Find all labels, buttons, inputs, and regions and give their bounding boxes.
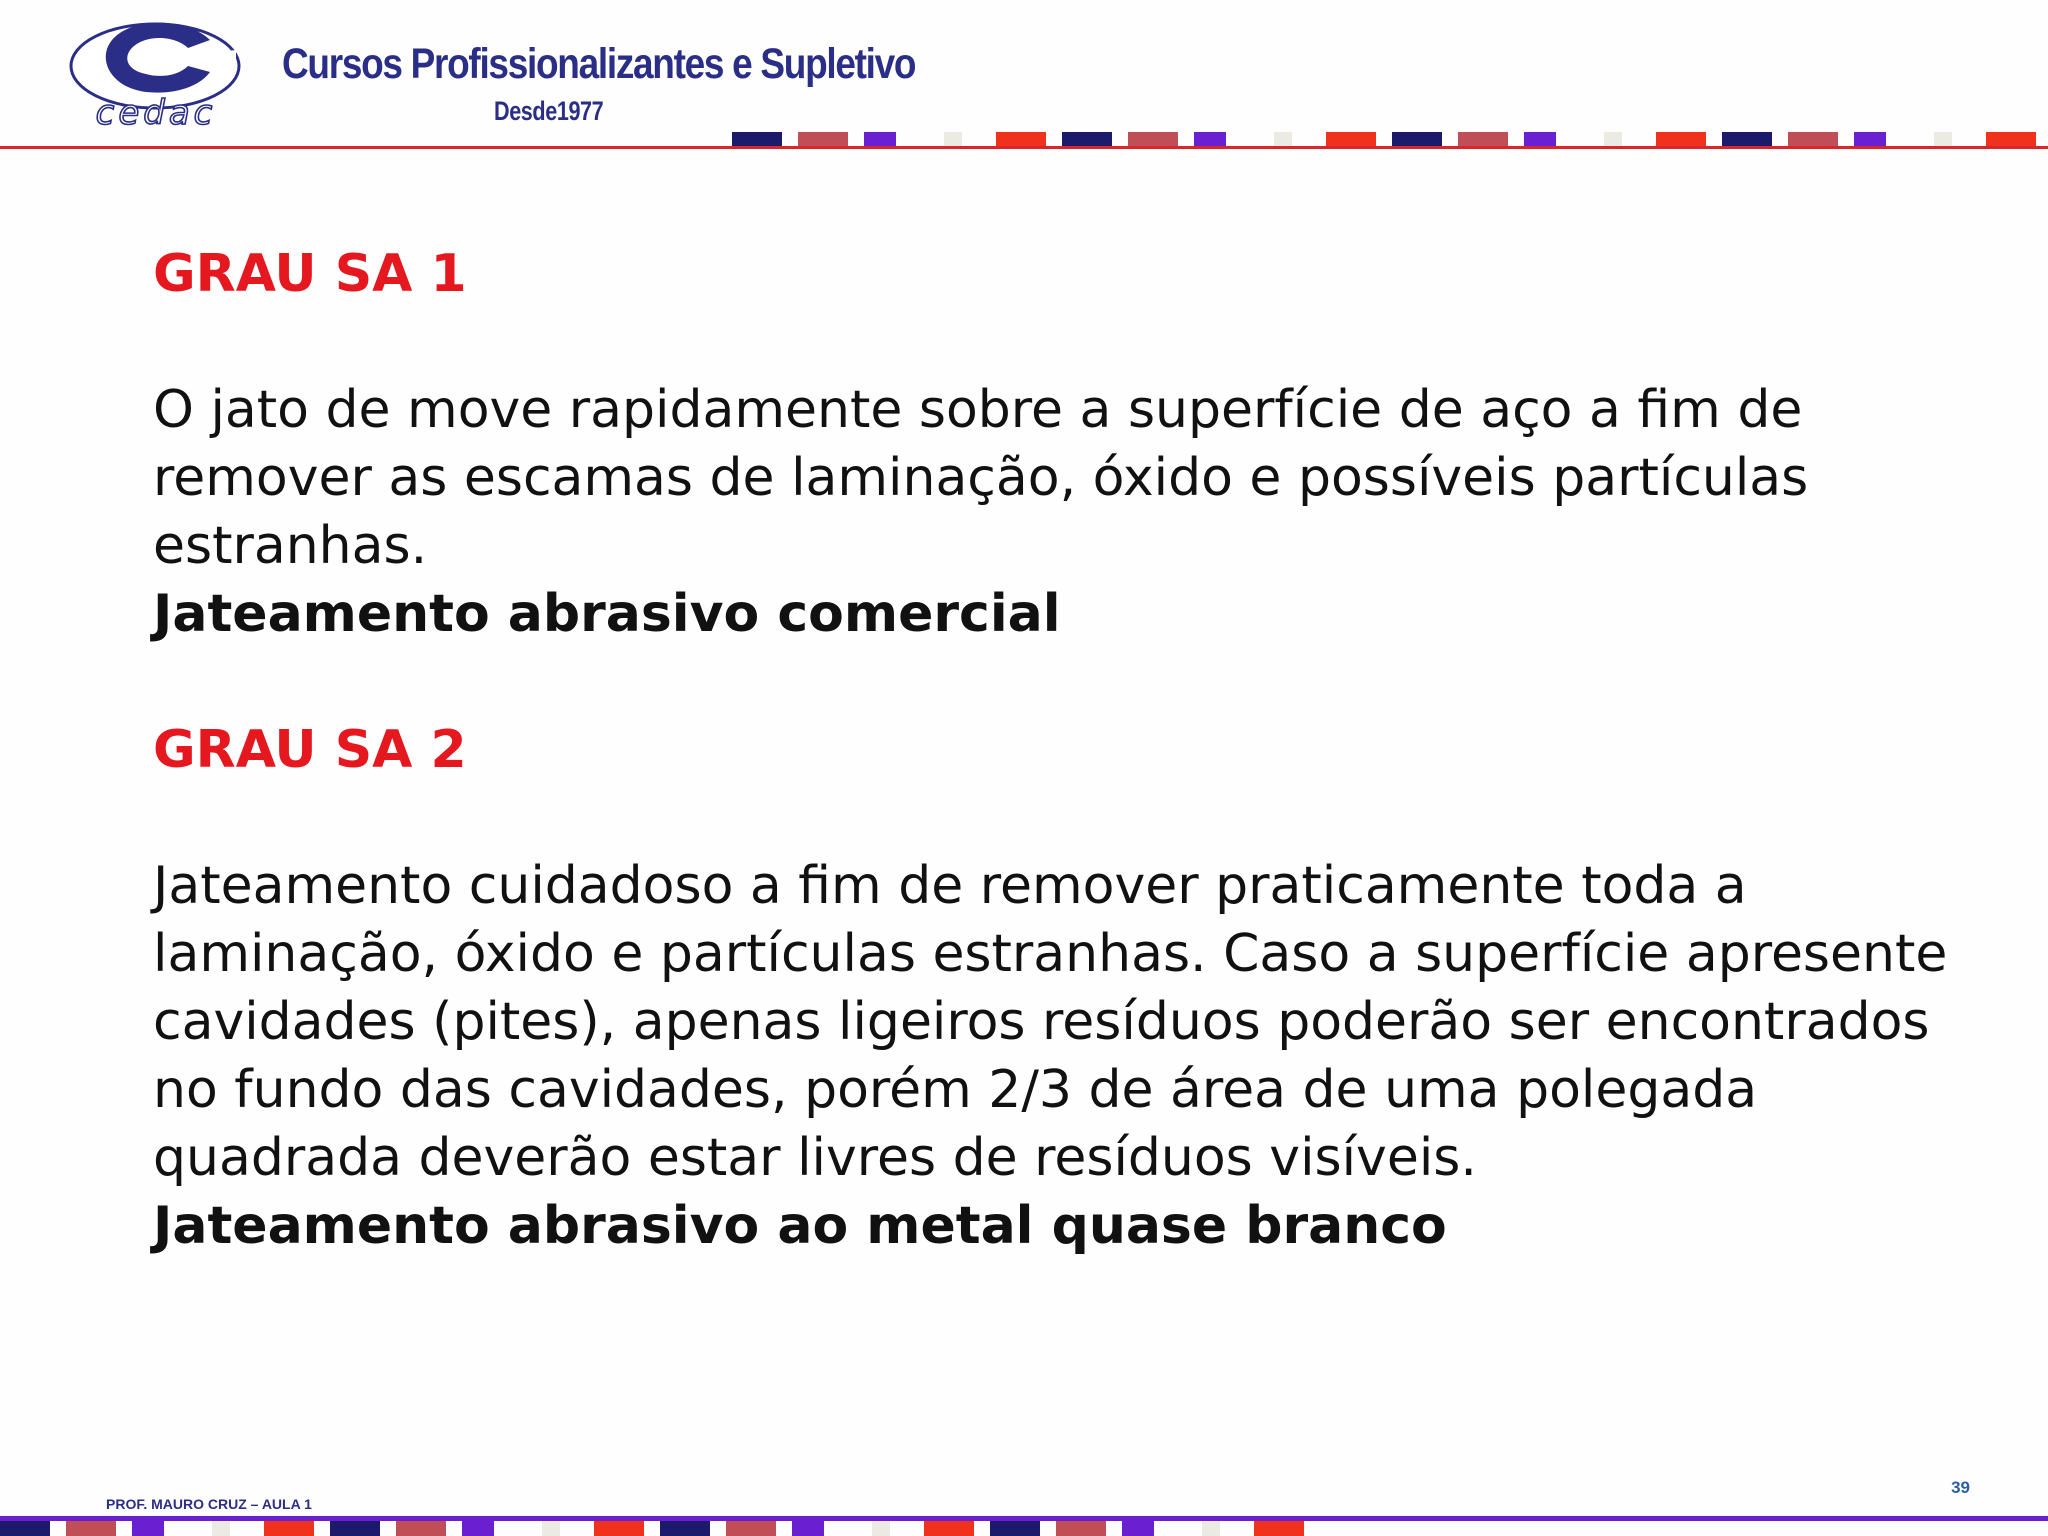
color-block — [594, 1521, 644, 1536]
color-block — [996, 132, 1046, 146]
color-block — [1722, 132, 1772, 146]
color-block — [1254, 1521, 1304, 1536]
cedac-logo — [60, 14, 250, 134]
color-block — [1934, 132, 1952, 146]
color-block — [132, 1521, 164, 1536]
body-line: no fundo das cavidades, porém 2/3 de área de uma polegada — [153, 1060, 1758, 1120]
section-subtitle: Jateamento abrasivo comercial — [153, 584, 1061, 644]
section-grau-sa-1 — [153, 240, 2003, 648]
color-block — [990, 1521, 1040, 1536]
brand-title: Cursos Profissionalizantes e Supletivo — [282, 40, 916, 88]
section-subtitle: Jateamento abrasivo ao metal quase branco — [153, 1196, 1447, 1256]
color-block — [732, 132, 782, 146]
section-title: GRAU SA 2 — [153, 720, 467, 780]
color-block — [660, 1521, 710, 1536]
color-block — [66, 1521, 116, 1536]
color-block — [1326, 132, 1376, 146]
page-number: 39 — [1951, 1478, 1970, 1497]
color-block — [462, 1521, 494, 1536]
footer-color-strip — [0, 1521, 2048, 1536]
slide-content — [153, 240, 2003, 1260]
color-block — [1274, 132, 1292, 146]
color-block — [1986, 132, 2036, 146]
color-block — [0, 1521, 50, 1536]
logo-wordmark: cedac — [95, 93, 217, 133]
color-block — [864, 132, 896, 146]
header-color-strip — [0, 132, 2048, 146]
color-block — [798, 132, 848, 146]
color-block — [792, 1521, 824, 1536]
slide-header — [0, 0, 2048, 152]
color-block — [1194, 132, 1226, 146]
brand-since: Desde1977 — [494, 96, 604, 126]
body-line: laminação, óxido e partículas estranhas. Caso a superfície apresente — [153, 924, 1948, 984]
color-block — [1122, 1521, 1154, 1536]
color-block — [1788, 132, 1838, 146]
color-block — [1604, 132, 1622, 146]
body-line: O jato de move rapidamente sobre a superfície de aço a fim de — [153, 380, 1803, 440]
color-block — [1392, 132, 1442, 146]
color-block — [1202, 1521, 1220, 1536]
body-line: estranhas. — [153, 516, 428, 576]
section-title: GRAU SA 1 — [153, 244, 467, 304]
color-block — [396, 1521, 446, 1536]
color-block — [1062, 132, 1112, 146]
color-block — [1056, 1521, 1106, 1536]
body-line: remover as escamas de laminação, óxido e possíveis partículas — [153, 448, 1809, 508]
color-block — [1656, 132, 1706, 146]
body-line: quadrada deverão estar livres de resíduos visíveis. — [153, 1128, 1477, 1188]
color-block — [542, 1521, 560, 1536]
body-line: Jateamento cuidadoso a fim de remover praticamente toda a — [153, 856, 1747, 916]
color-block — [1524, 132, 1556, 146]
color-block — [872, 1521, 890, 1536]
color-block — [726, 1521, 776, 1536]
section-grau-sa-2 — [153, 716, 2003, 1260]
color-block — [1128, 132, 1178, 146]
body-line: cavidades (pites), apenas ligeiros resíduos poderão ser encontrados — [153, 992, 1930, 1052]
color-block — [1458, 132, 1508, 146]
color-block — [944, 132, 962, 146]
color-block — [1854, 132, 1886, 146]
color-block — [212, 1521, 230, 1536]
color-block — [264, 1521, 314, 1536]
color-block — [924, 1521, 974, 1536]
header-divider — [0, 146, 2048, 149]
color-block — [330, 1521, 380, 1536]
footer-author: PROF. MAURO CRUZ – AULA 1 — [106, 1496, 312, 1512]
